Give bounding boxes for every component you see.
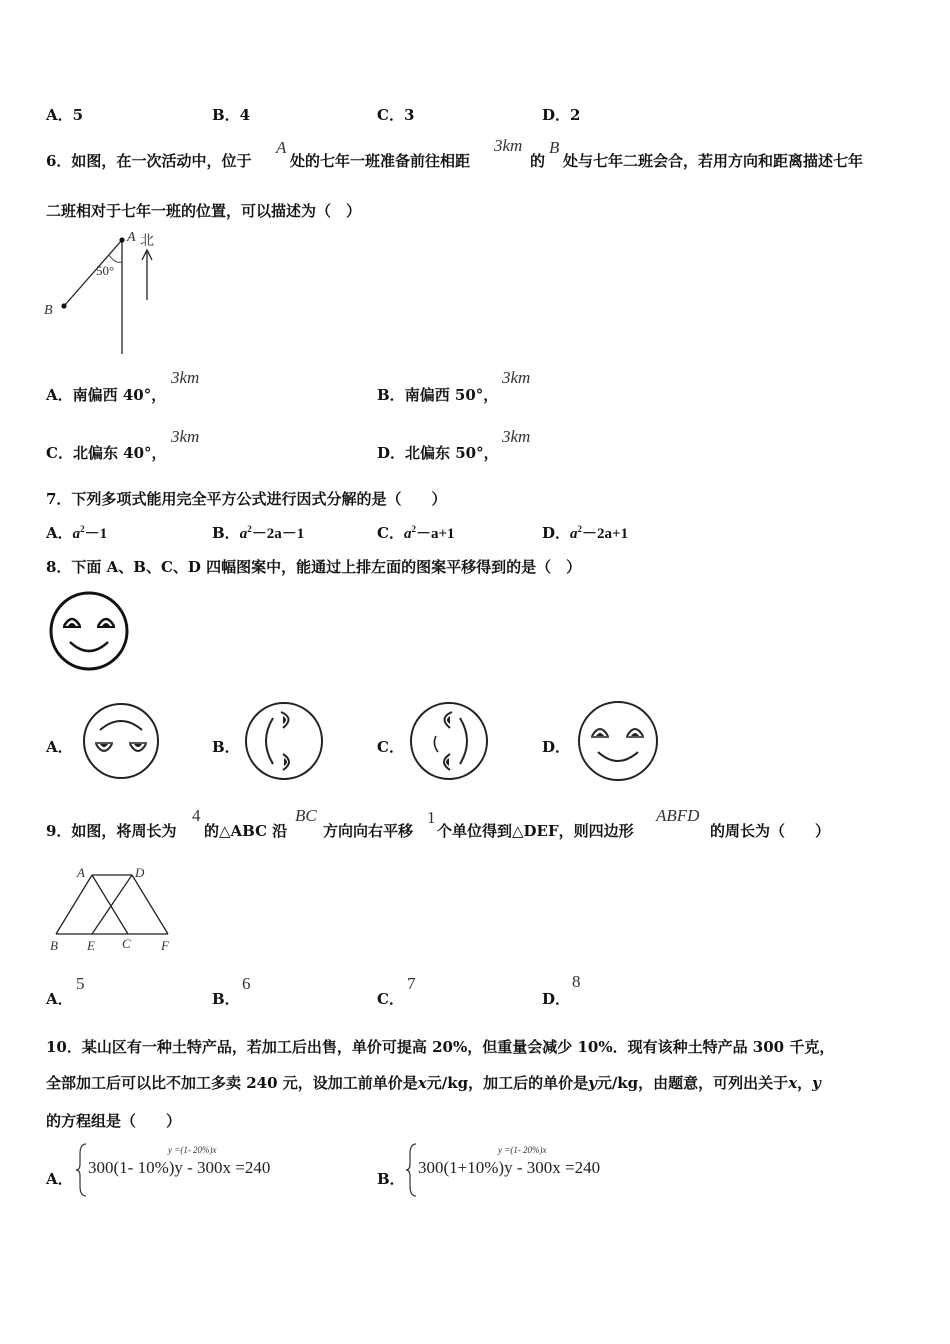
q7-option-c-exp: 2 xyxy=(411,524,416,534)
q10-option-a-equation-bottom: 300(1- 10%)y - 300x =240 xyxy=(88,1158,271,1177)
q6-option-b-text: 南偏西 50°， xyxy=(404,386,499,404)
q9-direction: BC xyxy=(295,806,317,825)
segment-df xyxy=(132,875,168,934)
q9-option-a-value: 5 xyxy=(76,974,85,993)
label-b: B xyxy=(44,303,53,318)
label-b: B xyxy=(50,938,58,953)
q6-option-b-distance: 3km xyxy=(502,368,531,387)
q6-option-b xyxy=(377,384,498,405)
q7-option-d xyxy=(542,522,628,543)
q7-option-a xyxy=(46,522,107,543)
q7-stem: 7．下列多项式能用完全平方公式进行因式分解的是（ ） xyxy=(46,490,447,508)
q9-option-c-value: 7 xyxy=(407,974,416,993)
q9-perimeter: 4 xyxy=(192,806,201,825)
point-a xyxy=(119,237,124,242)
label-c: C xyxy=(122,936,131,951)
q8-option-c-figure-icon xyxy=(408,698,490,784)
q9-option-d-label: D． xyxy=(542,990,571,1008)
q6-option-a-label: A． xyxy=(46,386,73,404)
q9-quadrilateral: ABFD xyxy=(656,806,700,825)
q6-option-d-text: 北偏东 50°， xyxy=(405,444,499,462)
q8-stem: 8．下面 A、B、C、D 四幅图案中，能通过上排左面的图案平移得到的是（ ） xyxy=(46,558,582,576)
q9-translation-figure xyxy=(44,862,184,954)
q10-stem-line1: 10．某山区有一种土特产品，若加工后出售，单价可提高 20%，但重量会减少 10%．现有该种土特产品 300 千克， xyxy=(46,1038,835,1056)
q6-stem-part4: 处与七年二班会合，若用方向和距离描述七年 xyxy=(563,152,864,170)
q6-var-a: A xyxy=(276,138,287,157)
q7-option-d-exp: 2 xyxy=(577,524,583,534)
q10-option-b-equation-bottom: 300(1+10%)y - 300x =240 xyxy=(418,1158,601,1177)
q7-option-b xyxy=(212,522,304,543)
q9-stem-part2: 的△ABC 沿 xyxy=(204,822,288,840)
q10-var-x: x xyxy=(417,1074,427,1092)
q10-var-y: y xyxy=(588,1074,597,1092)
q6-option-d xyxy=(377,442,499,463)
label-d: D xyxy=(135,865,145,880)
q9-stem-part4: 个单位得到△DEF，则四边形 xyxy=(437,822,634,840)
q6-stem-part2: 处的七年一班准备前往相距 xyxy=(290,152,471,170)
label-f: F xyxy=(161,938,169,953)
q7-option-c xyxy=(377,522,455,543)
q7-option-b-label: B． xyxy=(212,524,240,542)
q6-stem-part1: 6．如图，在一次活动中，位于 xyxy=(46,152,252,170)
q5-option-d: D．2 xyxy=(542,106,581,124)
q9-option-c-label: C． xyxy=(377,990,404,1008)
q10-comma: ， xyxy=(797,1074,813,1092)
q6-option-a xyxy=(46,384,166,405)
q7-option-a-base: a xyxy=(72,526,81,542)
q6-stem-part3: 的 xyxy=(530,152,546,170)
q10-line2-part3: 元/kg，由题意，可列出关于 xyxy=(596,1074,789,1092)
q7-option-c-label: C． xyxy=(377,524,404,542)
q8-option-c-label: C． xyxy=(377,738,404,756)
q8-option-d-label: D． xyxy=(542,738,571,756)
q8-option-b-label: B． xyxy=(212,738,240,756)
q9-option-b-value: 6 xyxy=(242,974,251,993)
q7-option-b-base: a xyxy=(239,526,248,542)
q9-stem-part1: 9．如图，将周长为 xyxy=(46,822,177,840)
point-b xyxy=(61,303,66,308)
q6-distance: 3km xyxy=(494,136,523,155)
q7-option-d-rest: －2a+1 xyxy=(582,526,629,542)
q6-option-a-distance: 3km xyxy=(171,368,200,387)
q9-option-d-value: 8 xyxy=(572,972,581,991)
q9-stem-part3: 方向向右平移 xyxy=(323,822,414,840)
q8-original-smiley-icon xyxy=(48,590,132,674)
q9-stem-part5: 的周长为（ ） xyxy=(710,822,831,840)
label-a: A xyxy=(77,865,85,880)
q6-direction-figure xyxy=(40,228,170,358)
q10-var-x2: x xyxy=(788,1074,798,1092)
q10-stem-line2 xyxy=(46,1072,821,1093)
q6-option-c-label: C． xyxy=(46,444,73,462)
q7-option-a-exp: 2 xyxy=(80,524,85,534)
q5-option-a: A．5 xyxy=(46,106,84,124)
q6-option-c xyxy=(46,442,167,463)
q6-option-d-label: D． xyxy=(377,444,406,462)
q9-option-b-label: B． xyxy=(212,990,240,1008)
q6-option-c-text: 北偏东 40°， xyxy=(72,444,167,462)
q7-option-c-rest: －a+1 xyxy=(415,526,455,542)
angle-arc xyxy=(109,255,122,262)
q7-option-a-rest: －1 xyxy=(84,526,108,542)
q10-option-a-equation-top: y =(1- 20%)x xyxy=(168,1145,217,1155)
q10-var-y2: y xyxy=(812,1074,821,1092)
q8-option-d-figure-icon xyxy=(576,698,660,784)
q8-option-a-figure-icon xyxy=(80,700,162,782)
label-a: A xyxy=(127,230,136,245)
q7-option-a-label: A． xyxy=(46,524,73,542)
q5-option-c: C．3 xyxy=(377,106,415,124)
segment-ab xyxy=(56,875,92,934)
label-e: E xyxy=(87,938,95,953)
q10-option-b-label: B． xyxy=(377,1170,405,1188)
q10-line2-part1: 全部加工后可以比不加工多卖 240 元，设加工前单价是 xyxy=(46,1074,418,1092)
q7-option-c-base: a xyxy=(403,526,412,542)
q5-option-b: B．4 xyxy=(212,106,251,124)
q6-stem-line2: 二班相对于七年一班的位置，可以描述为（ ） xyxy=(46,202,362,220)
q7-option-b-exp: 2 xyxy=(247,524,252,534)
q9-shift: 1 xyxy=(427,808,436,827)
q7-option-b-rest: －2a－1 xyxy=(251,526,305,542)
q10-line2-part2: 元/kg，加工后的单价是 xyxy=(426,1074,589,1092)
label-angle: 50° xyxy=(96,263,115,278)
q6-option-c-distance: 3km xyxy=(171,427,200,446)
q8-option-b-figure-icon xyxy=(243,698,325,784)
label-north: 北 xyxy=(140,234,154,249)
q10-option-a-label: A． xyxy=(46,1170,73,1188)
q10-option-b-equation-top: y =(1- 20%)x xyxy=(498,1145,547,1155)
q9-option-a-label: A． xyxy=(46,990,73,1008)
q8-option-a-label: A． xyxy=(46,738,73,756)
q6-option-a-text: 南偏西 40°， xyxy=(72,386,167,404)
q6-option-b-label: B． xyxy=(377,386,405,404)
q6-option-d-distance: 3km xyxy=(502,427,531,446)
q7-option-d-label: D． xyxy=(542,524,571,542)
q6-var-b: B xyxy=(549,138,560,157)
q10-stem-line3: 的方程组是（ ） xyxy=(46,1112,182,1130)
q7-option-d-base: a xyxy=(570,526,578,542)
